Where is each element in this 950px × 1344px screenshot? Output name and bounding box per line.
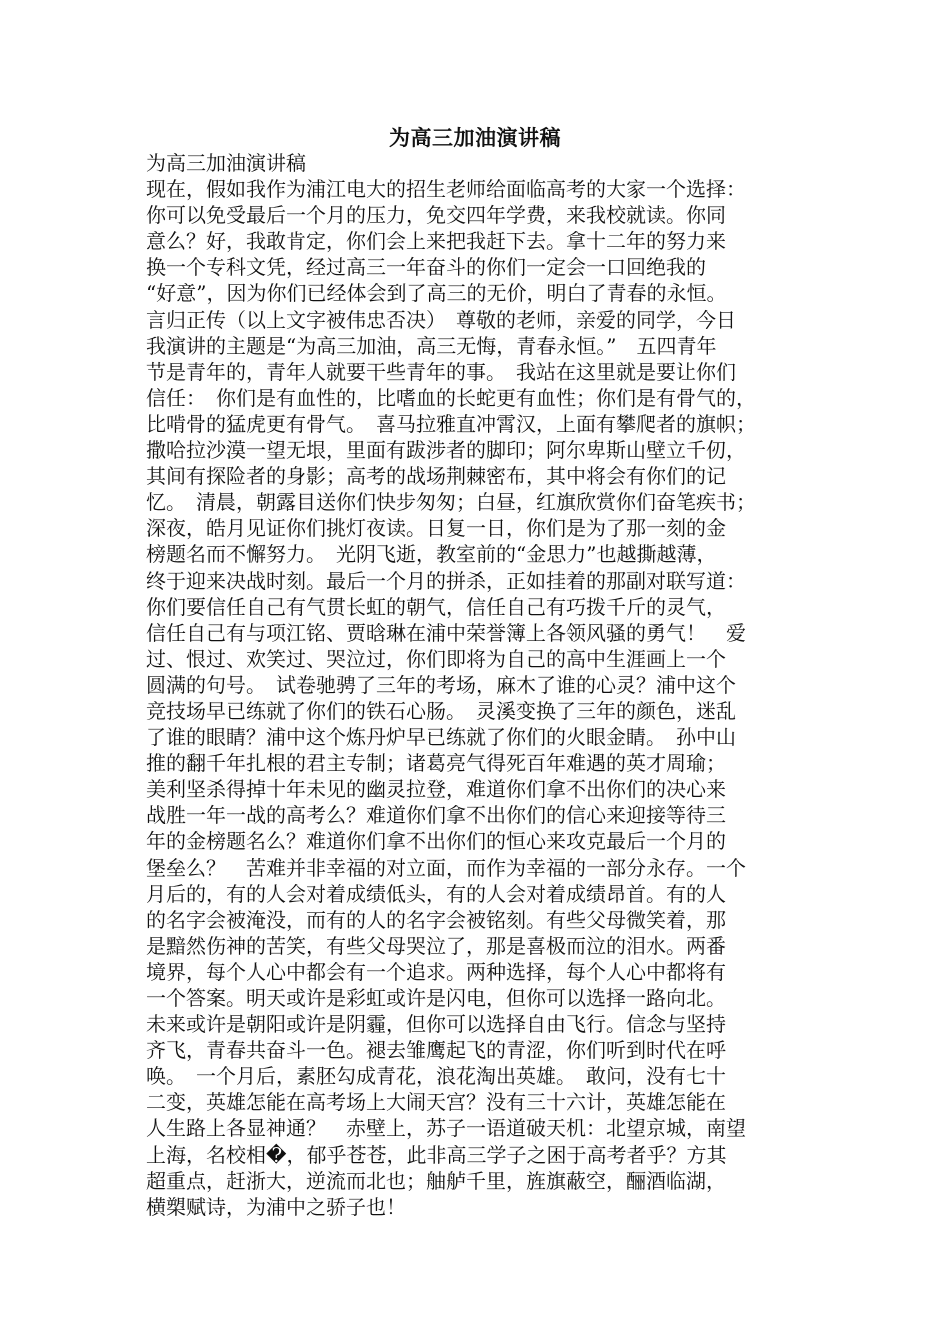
body-text-line: 人生路上各显神通？ 赤壁上，苏子一语道破天机：北望京城，南望 [146, 1116, 746, 1141]
body-text-line: 二变，英雄怎能在高考场上大闹天宫？没有三十六计，英雄怎能在 [146, 1090, 726, 1115]
body-text-line: 战胜一年一战的高考么？难道你们拿不出你们的信心来迎接等待三 [146, 803, 726, 828]
body-text-line: 是黯然伤神的苦笑，有些父母哭泣了，那是喜极而泣的泪水。两番 [146, 933, 726, 958]
body-text-line: 深夜，皓月见证你们挑灯夜读。日复一日，你们是为了那一刻的金 [146, 516, 726, 541]
body-text-line: 推的翻千年扎根的君主专制；诸葛亮气得死百年难遇的英才周瑜； [146, 751, 726, 776]
body-text-line: 终于迎来决战时刻。最后一个月的拼杀，正如挂着的那副对联写道： [146, 568, 746, 593]
body-text-line: 堡垒么？ 苦难并非幸福的对立面，而作为幸福的一部分永存。一个 [146, 855, 746, 880]
body-text-line: 比啃骨的猛虎更有骨气。 喜马拉雅直冲霄汉，上面有攀爬者的旗帜； [146, 411, 756, 436]
body-text-line: “好意”，因为你们已经体会到了高三的无价，明白了青春的永恒。 [146, 281, 727, 306]
body-text-line: 未来或许是朝阳或许是阴霾，但你可以选择自由飞行。信念与坚持 [146, 1012, 726, 1037]
body-text-line: 忆。 清晨，朝露目送你们快步匆匆；白昼，红旗欣赏你们奋笔疾书； [146, 490, 756, 515]
body-text-line: 信任： 你们是有血性的，比嗜血的长蛇更有血性；你们是有骨气的， [146, 385, 756, 410]
body-text-line: 齐飞，青春共奋斗一色。褪去雏鹰起飞的青涩，你们听到时代在呼 [146, 1038, 726, 1063]
body-text-line: 你可以免受最后一个月的压力，免交四年学费，来我校就读。你同 [146, 203, 726, 228]
body-text-line: 月后的，有的人会对着成绩低头，有的人会对着成绩昂首。有的人 [146, 881, 726, 906]
document-subtitle-line: 为高三加油演讲稿 [146, 151, 306, 175]
body-text-line: 唤。 一个月后，素胚勾成青花，浪花淘出英雄。 敢问，没有七十 [146, 1064, 726, 1089]
body-text-line: 横槊赋诗，为浦中之骄子也！ [146, 1194, 406, 1219]
body-text-line: 你们要信任自己有气贯长虹的朝气，信任自己有巧拨千斤的灵气， [146, 594, 726, 619]
body-text-line: 境界，每个人心中都会有一个追求。两种选择，每个人心中都将有 [146, 959, 726, 984]
body-text-line: 信任自己有与项江铭、贾晗琳在浦中荣誉簿上各领风骚的勇气！ 爱 [146, 620, 746, 645]
body-text-line: 节是青年的，青年人就要干些青年的事。 我站在这里就是要让你们 [146, 359, 736, 384]
body-text-line: 的名字会被淹没，而有的人的名字会被铭刻。有些父母微笑着，那 [146, 907, 726, 932]
document-body [146, 150, 810, 1220]
body-text-line: 撒哈拉沙漠一望无垠，里面有跋涉者的脚印；阿尔卑斯山壁立千仞， [146, 438, 746, 463]
body-text-line: 了谁的眼睛？浦中这个炼丹炉早已练就了你们的火眼金睛。 孙中山 [146, 725, 736, 750]
body-text-line: 我演讲的主题是“为高三加油，高三无悔，青春永恒。” 五四青年 [146, 333, 717, 358]
body-text-line: 言归正传（以上文字被伟忠否决） 尊敬的老师，亲爱的同学，今日 [146, 307, 736, 332]
document-title: 为高三加油演讲稿 [389, 125, 561, 150]
body-text-line: 超重点，赶浙大，逆流而北也；舳舻千里，旌旗蔽空，酾酒临湖， [146, 1168, 726, 1193]
body-text-line: 榜题名而不懈努力。 光阴飞逝，教室前的“金思力”也越撕越薄， [146, 542, 717, 567]
body-text-line: 圆满的句号。 试卷驰骋了三年的考场，麻木了谁的心灵？浦中这个 [146, 672, 736, 697]
body-text-line: 年的金榜题名么？难道你们拿不出你们的恒心来攻克最后一个月的 [146, 829, 726, 854]
body-text-line: 过、恨过、欢笑过、哭泣过，你们即将为自己的高中生涯画上一个 [146, 646, 726, 671]
body-text-line: 意么？好，我敢肯定，你们会上来把我赶下去。拿十二年的努力来 [146, 229, 726, 254]
body-text-line: 美利坚杀得掉十年未见的幽灵拉登，难道你们拿不出你们的决心来 [146, 777, 726, 802]
body-text-line: 现在，假如我作为浦江电大的招生老师给面临高考的大家一个选择： [146, 177, 746, 202]
body-text-line: 换一个专科文凭，经过高三一年奋斗的你们一定会一口回绝我的 [146, 255, 706, 280]
body-text-line: 其间有探险者的身影；高考的战场荆棘密布，其中将会有你们的记 [146, 464, 726, 489]
body-text-line: 竞技场早已练就了你们的铁石心肠。 灵溪变换了三年的颜色，迷乱 [146, 698, 736, 723]
body-text-line: 上海，名校相�，郁乎苍苍，此非高三学子之困于高考者乎？方其 [146, 1142, 727, 1167]
body-text-line: 一个答案。明天或许是彩虹或许是闪电，但你可以选择一路向北。 [146, 986, 726, 1010]
